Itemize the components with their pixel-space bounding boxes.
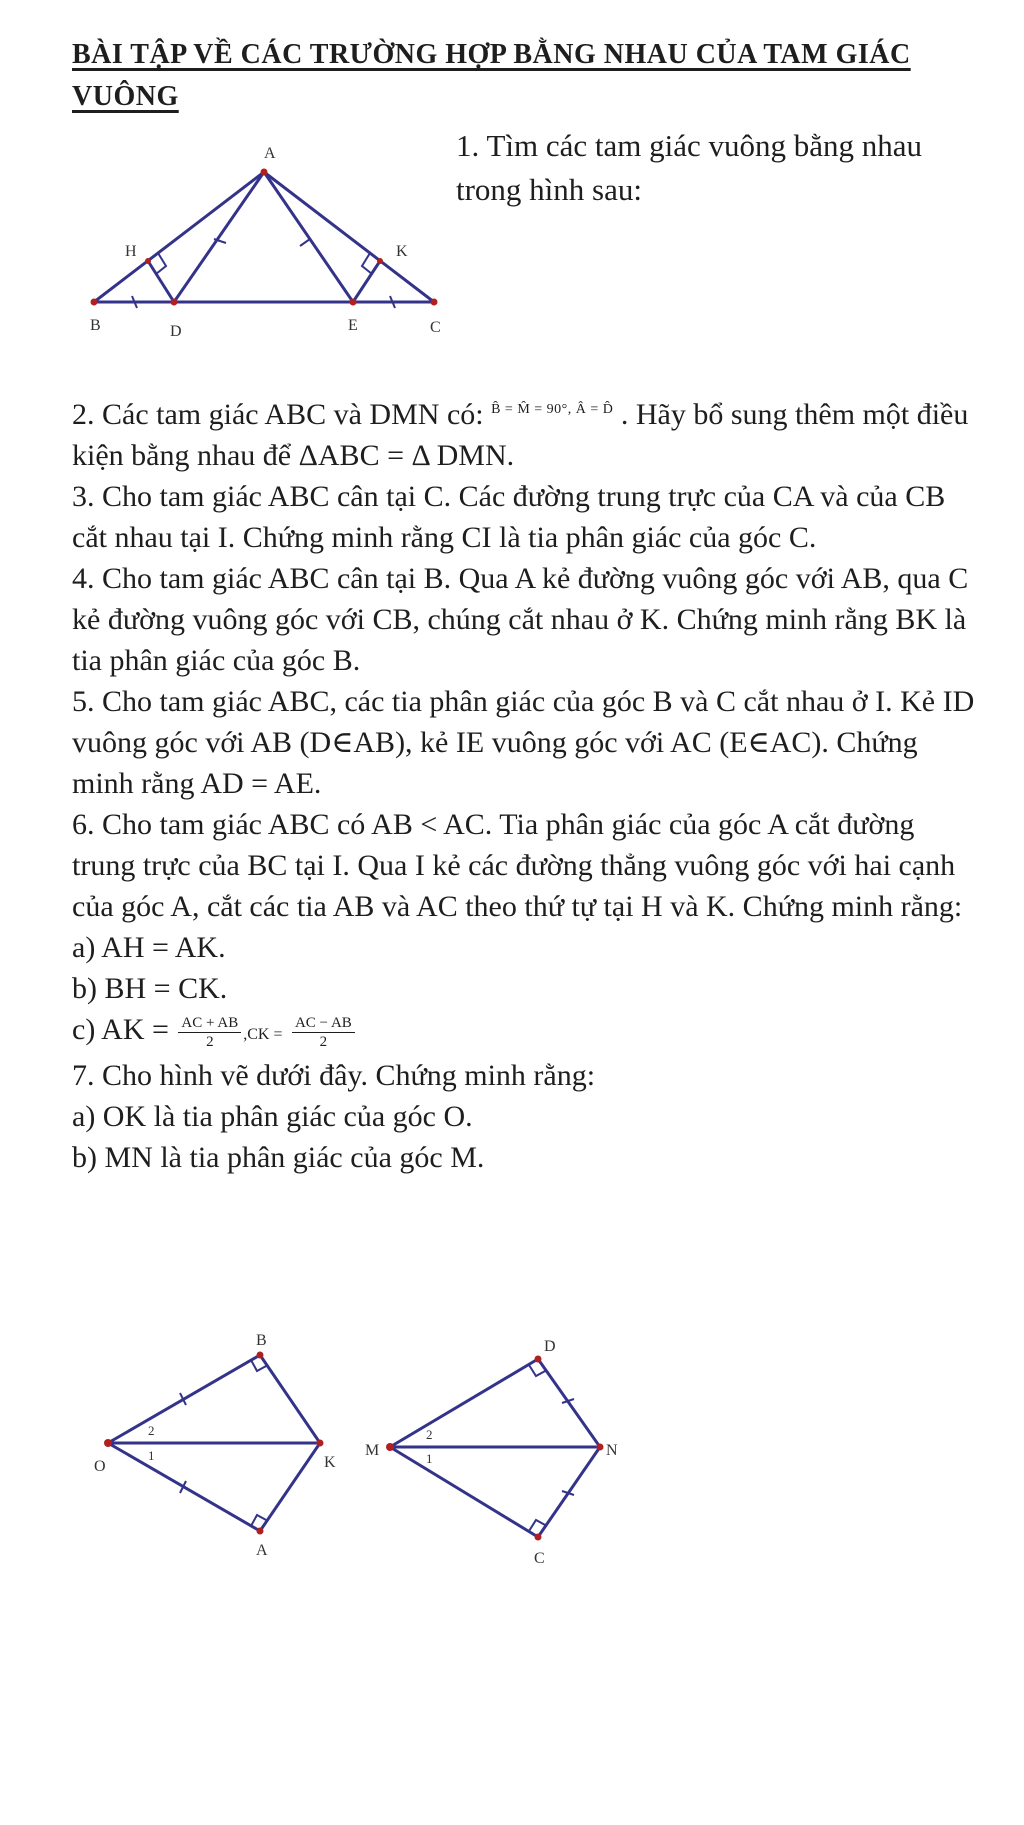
problem-6-intro: 6. Cho tam giác ABC có AB < AC. Tia phân giác của góc A cắt đường trung trực của BC tại I. Qua I kẻ các đường thẳng vuông góc với hai cạnh của góc A, cắt các tia AB và AC theo thứ tự tại H và K. Chứng minh rằng: xyxy=(72,808,963,923)
page-title: BÀI TẬP VỀ CÁC TRƯỜNG HỢP BẰNG NHAU CỦA TAM GIÁC VUÔNG xyxy=(72,39,911,112)
figure-obka xyxy=(108,1355,320,1531)
label-m: M xyxy=(365,1442,380,1459)
problem-6-c xyxy=(72,1009,982,1055)
segment-dh xyxy=(148,261,174,302)
label-n: N xyxy=(606,1442,618,1459)
label-c: C xyxy=(430,319,441,336)
label-a: A xyxy=(264,145,276,162)
point-m xyxy=(386,1443,394,1451)
label-angle-1-o: 1 xyxy=(148,1448,155,1463)
problem-7-b: b) MN là tia phân giác của góc M. xyxy=(72,1141,485,1174)
segment-ae xyxy=(264,172,353,302)
label-c2: C xyxy=(534,1550,545,1567)
problem-7-a: a) OK là tia phân giác của góc O. xyxy=(72,1100,473,1133)
problem-2-post: . Hãy bổ sung thêm một điều kiện bằng nhau để ΔABC = Δ DMN. xyxy=(72,398,969,472)
problem-2 xyxy=(72,389,982,476)
label-b: B xyxy=(90,317,101,334)
point-a xyxy=(261,169,268,176)
point-e xyxy=(350,299,357,306)
point-h xyxy=(145,258,151,264)
point-n xyxy=(597,1444,604,1451)
segment-ac xyxy=(264,172,434,302)
label-e: E xyxy=(348,317,358,334)
point-d xyxy=(171,299,178,306)
figure-mdnc xyxy=(390,1359,600,1537)
fraction-ck-denominator: 2 xyxy=(319,1033,328,1050)
problem-1: 1. Tìm các tam giác vuông bằng nhau trong hình sau: xyxy=(456,128,923,207)
point-a2 xyxy=(257,1528,264,1535)
segment-dn xyxy=(538,1359,600,1447)
label-o: O xyxy=(94,1458,106,1475)
point-b2 xyxy=(257,1352,264,1359)
problem-7-intro: 7. Cho hình vẽ dưới đây. Chứng minh rằng: xyxy=(72,1059,596,1092)
fraction-ak xyxy=(178,1014,241,1051)
label-b2: B xyxy=(256,1332,267,1349)
fraction-ck xyxy=(292,1014,355,1051)
problem-6-c-prefix: c) AK = xyxy=(72,1013,169,1046)
label-a2: A xyxy=(256,1542,268,1559)
point-c2 xyxy=(535,1534,542,1541)
right-angle-h xyxy=(156,253,166,274)
point-k2 xyxy=(317,1440,324,1447)
problem-6-b: b) BH = CK. xyxy=(72,972,228,1005)
point-d2 xyxy=(535,1356,542,1363)
label-d: D xyxy=(170,323,182,340)
label-k: K xyxy=(396,243,408,260)
problem-3: 3. Cho tam giác ABC cân tại C. Các đường trung trực của CA và của CB cắt nhau tại I. Chứng minh rằng CI là tia phân giác của góc C. xyxy=(72,480,946,554)
fraction-ck-numerator: AC − AB xyxy=(292,1014,355,1033)
figure-triangle-abc xyxy=(80,140,450,350)
problems-list xyxy=(72,389,982,1178)
segment-ak xyxy=(260,1443,320,1531)
problem-2-formula: B̂ = M̂ = 90°, Â = D̂ xyxy=(491,402,614,417)
fraction-ak-denominator: 2 xyxy=(206,1033,214,1050)
problem-6-a: a) AH = AK. xyxy=(72,931,226,964)
segment-mc xyxy=(390,1447,538,1537)
label-k2: K xyxy=(324,1454,336,1471)
segment-ab xyxy=(94,172,264,302)
label-angle-2-m: 2 xyxy=(426,1427,433,1442)
label-h: H xyxy=(125,243,137,260)
label-d2: D xyxy=(544,1338,556,1355)
point-c xyxy=(431,299,438,306)
fraction-ak-numerator: AC + AB xyxy=(178,1014,241,1033)
label-angle-1-m: 1 xyxy=(426,1451,433,1466)
segment-md xyxy=(390,1359,538,1447)
right-angle-k xyxy=(362,253,372,274)
problem-2-pre: 2. Các tam giác ABC và DMN có: xyxy=(72,398,484,431)
label-angle-2-o: 2 xyxy=(148,1423,155,1438)
problem-6-c-mid: ,CK = xyxy=(243,1026,283,1043)
point-o xyxy=(104,1439,112,1447)
segment-ad xyxy=(174,172,264,302)
tick-ae xyxy=(300,239,310,246)
segment-ek xyxy=(353,261,380,302)
figures-problem-7 xyxy=(80,1325,640,1585)
point-k xyxy=(377,258,383,264)
segment-cn xyxy=(538,1447,600,1537)
problem-5: 5. Cho tam giác ABC, các tia phân giác của góc B và C cắt nhau ở I. Kẻ ID vuông góc với AB (D∈AB), kẻ IE vuông góc với AC (E∈AC). Chứng minh rằng AD = AE. xyxy=(72,685,975,800)
point-b xyxy=(91,299,98,306)
problem-4: 4. Cho tam giác ABC cân tại B. Qua A kẻ đường vuông góc với AB, qua C kẻ đường vuông góc với CB, chúng cắt nhau ở K. Chứng minh rằng BK là tia phân giác của góc B. xyxy=(72,562,969,677)
segment-bk xyxy=(260,1355,320,1443)
